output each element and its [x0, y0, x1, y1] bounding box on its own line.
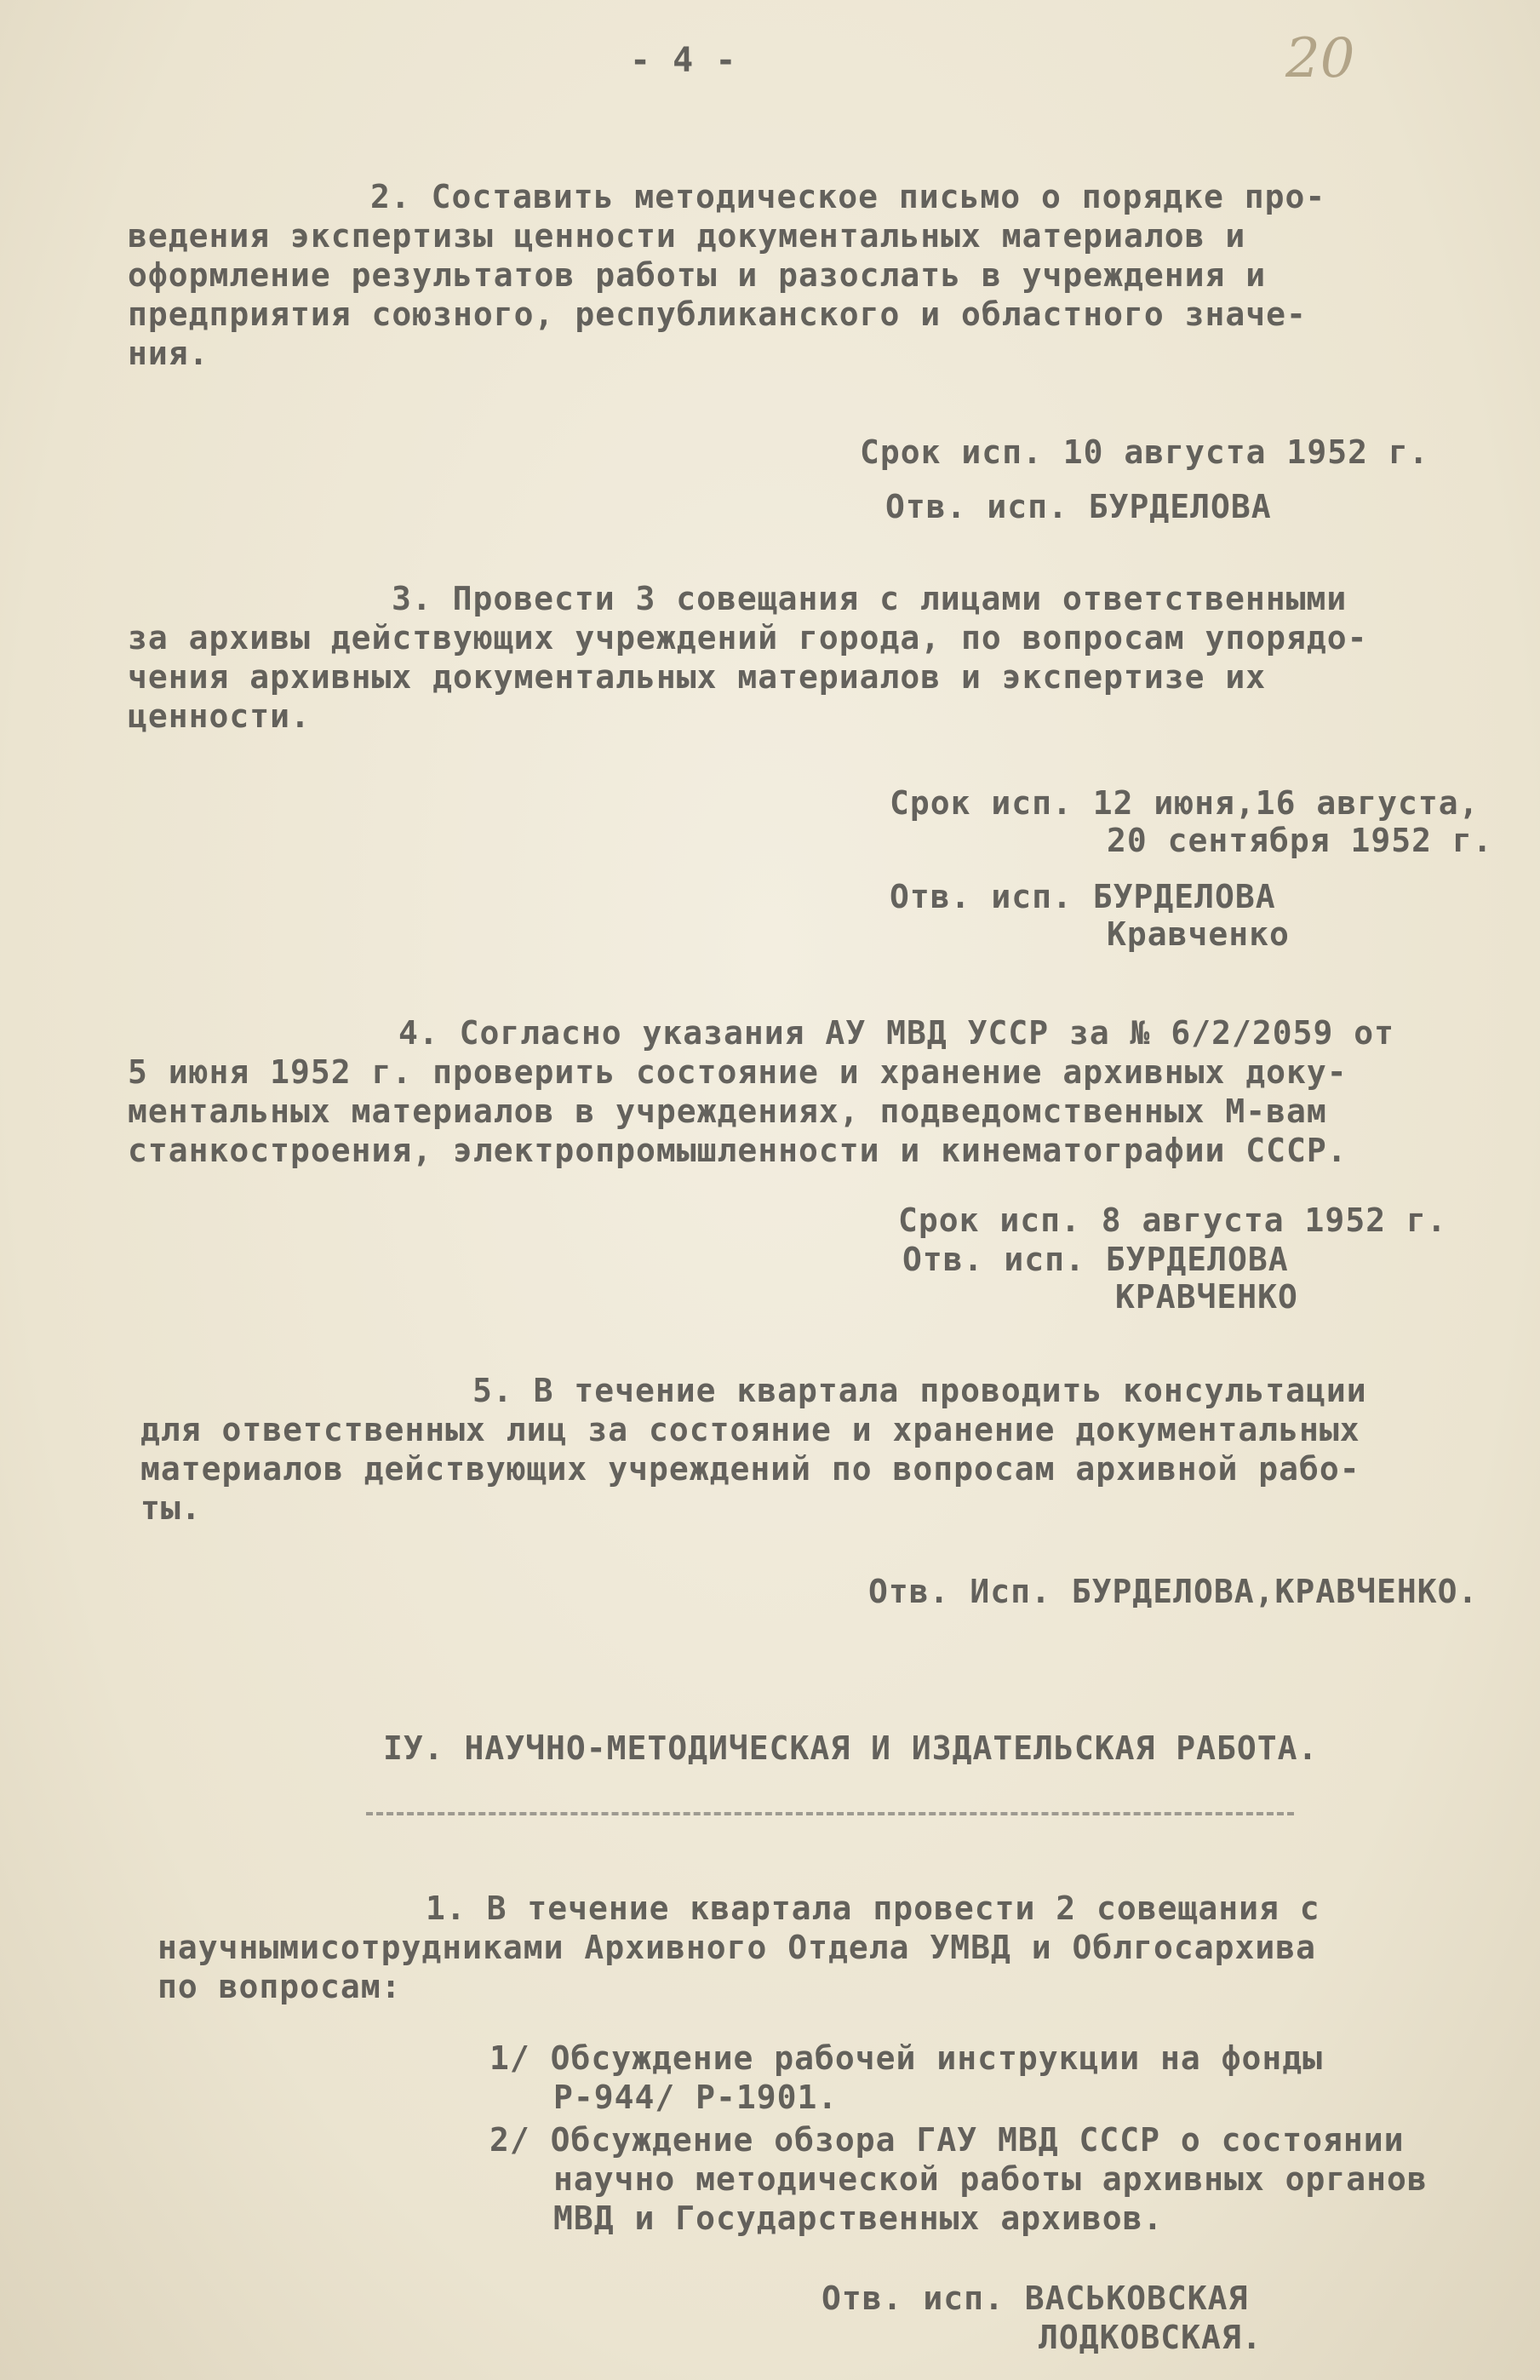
- item-2-responsible: Отв. исп. БУРДЕЛОВА: [885, 488, 1272, 525]
- s4-item-1-line: 1. В течение квартала провести 2 совещания с: [426, 1890, 1320, 1927]
- heading-underline: [366, 1812, 1294, 1815]
- item-4-line: станкостроения, электропромышленности и кинематографии СССР.: [128, 1132, 1348, 1169]
- item-4-line: ментальных материалов в учреждениях, подведомственных М-вам: [128, 1093, 1327, 1130]
- item-4-responsible: Отв. исп. БУРДЕЛОВА: [902, 1241, 1289, 1278]
- item-4-line: 5 июня 1952 г. проверить состояние и хранение архивных доку-: [128, 1053, 1348, 1091]
- item-3-responsible: Отв. исп. БУРДЕЛОВА: [890, 878, 1276, 915]
- s4-subitem-1: Р-944/ Р-1901.: [553, 2079, 839, 2116]
- s4-subitem-2: 2/ Обсуждение обзора ГАУ МВД СССР о состоянии: [489, 2121, 1405, 2159]
- item-5-line: 5. В течение квартала проводить консультации: [472, 1372, 1367, 1409]
- item-5-responsible: Отв. Исп. БУРДЕЛОВА,КРАВЧЕНКО.: [868, 1573, 1479, 1610]
- item-4-line: 4. Согласно указания АУ МВД УССР за № 6/2/2059 от: [398, 1014, 1395, 1052]
- item-5-line: материалов действующих учреждений по вопросам архивной рабо-: [140, 1450, 1360, 1488]
- item-3-line: за архивы действующих учреждений города, по вопросам упорядо-: [128, 619, 1368, 657]
- s4-item-1-responsible: Отв. исп. ВАСЬКОВСКАЯ: [822, 2280, 1249, 2317]
- s4-item-1-line: научнымисотрудниками Архивного Отдела УМВД и Облгосархива: [157, 1929, 1317, 1966]
- s4-item-1-line: по вопросам:: [157, 1968, 402, 2005]
- item-3-responsible: Кравченко: [1107, 915, 1290, 953]
- s4-subitem-1: 1/ Обсуждение рабочей инструкции на фонды: [489, 2039, 1323, 2077]
- item-4-deadline: Срок исп. 8 августа 1952 г.: [898, 1201, 1447, 1239]
- item-3-line: 3. Провести 3 совещания с лицами ответственными: [392, 580, 1348, 617]
- item-3-line: ценности.: [128, 697, 311, 735]
- item-5-line: ты.: [140, 1489, 202, 1527]
- archive-folio-number: 20: [1285, 27, 1355, 90]
- item-2-line: предприятия союзного, республиканского и областного значе-: [128, 295, 1307, 333]
- s4-item-1-responsible: ЛОДКОВСКАЯ.: [1039, 2319, 1262, 2356]
- item-5-line: для ответственных лиц за состояние и хранение документальных: [140, 1411, 1360, 1448]
- item-2-line: оформление результатов работы и разослать в учреждения и: [128, 256, 1267, 294]
- item-4-responsible: КРАВЧЕНКО: [1115, 1278, 1298, 1316]
- s4-subitem-2: МВД и Государственных архивов.: [553, 2199, 1164, 2237]
- item-2-line: ведения экспертизы ценности документальных материалов и: [128, 217, 1246, 255]
- item-2-deadline: Срок исп. 10 августа 1952 г.: [860, 433, 1429, 471]
- s4-subitem-2: научно методической работы архивных органов: [553, 2160, 1428, 2198]
- page-number: - 4 -: [630, 41, 737, 80]
- item-3-line: чения архивных документальных материалов и экспертизе их: [128, 658, 1267, 696]
- item-2-line: 2. Составить методическое письмо о порядке про-: [370, 178, 1326, 215]
- item-3-deadline: 20 сентября 1952 г.: [1107, 822, 1493, 859]
- item-2-line: ния.: [128, 335, 209, 372]
- section-heading: IУ. НАУЧНО-МЕТОДИЧЕСКАЯ И ИЗДАТЕЛЬСКАЯ РАБОТА.: [383, 1729, 1319, 1767]
- item-3-deadline: Срок исп. 12 июня,16 августа,: [890, 784, 1480, 822]
